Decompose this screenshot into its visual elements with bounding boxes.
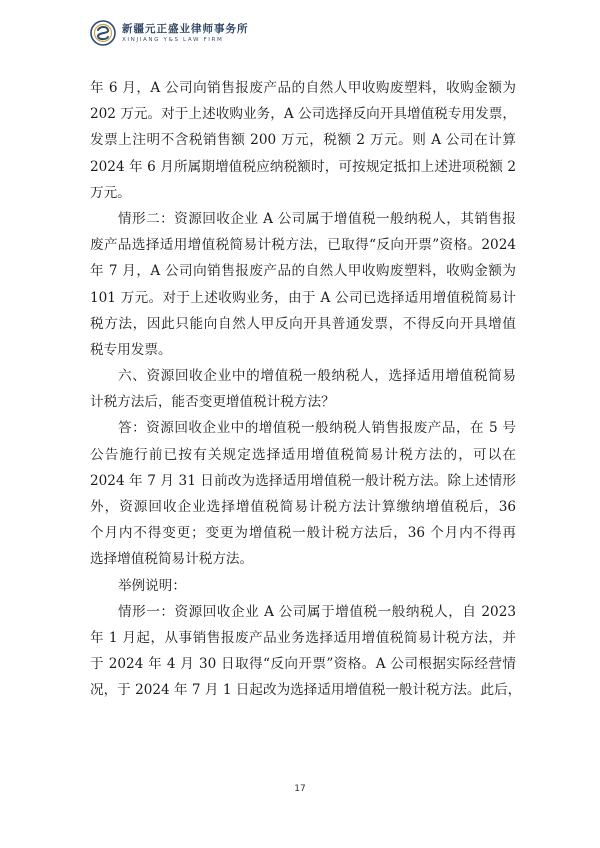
text-line: 个月内不得变更；变更为增值税一般计税方法后，36 个月内不得再 — [90, 525, 516, 542]
text-line: 发票上注明不含税销售额 200 万元，税额 2 万元。则 A 公司在计算 — [90, 132, 516, 149]
text-line: 废产品选择适用增值税简易计税方法，已取得“反向开票”资格。2024 — [90, 237, 516, 254]
text-line: 202 万元。对于上述收购业务，A 公司选择反向开具增值税专用发票， — [90, 106, 516, 123]
paragraph — [90, 206, 516, 363]
text-line: 选择增值税简易计税方法。 — [90, 551, 254, 568]
firm-name-cn: 新疆元正盛业律师事务所 — [122, 22, 249, 35]
text-line: 答：资源回收企业中的增值税一般纳税人销售报废产品，在 5 号 — [118, 420, 516, 437]
paragraph — [90, 415, 516, 572]
text-line: 税专用发票。 — [90, 341, 172, 358]
text-line: 外，资源回收企业选择增值税简易计税方法计算缴纳增值税后，36 — [90, 499, 516, 515]
paragraph — [90, 599, 522, 704]
text-line: 情形一：资源回收企业 A 公司属于增值税一般纳税人，自 2023 — [118, 603, 516, 620]
text-line: 举例说明： — [118, 577, 186, 594]
text-line: 情形二：资源回收企业 A 公司属于增值税一般纳税人，其销售报 — [118, 210, 516, 227]
firm-logo-icon — [90, 20, 116, 46]
text-line: 万元。 — [90, 184, 131, 201]
text-line: 六、资源回收企业中的增值税一般纳税人，选择适用增值税简易 — [118, 368, 516, 385]
text-line: 况，于 2024 年 7 月 1 日起改为选择适用增值税一般计税方法。此后， — [90, 682, 522, 699]
text-line: 年 1 月起，从事销售报废产品业务选择适用增值税简易计税方法，并 — [90, 629, 516, 646]
firm-name-block — [122, 23, 249, 44]
text-line: 于 2024 年 4 月 30 日取得“反向开票”资格。A 公司根据实际经营情 — [90, 656, 516, 673]
page-header — [90, 16, 249, 50]
page-number: 17 — [294, 784, 306, 794]
text-line: 年 6 月，A 公司向销售报废产品的自然人甲收购废塑料，收购金额为 — [90, 80, 516, 96]
document-body — [90, 75, 522, 704]
paragraph — [90, 573, 516, 599]
paragraph — [90, 363, 516, 415]
text-line: 2024 年 7 月 31 日前改为选择适用增值税一般计税方法。除上述情形 — [90, 472, 516, 489]
text-line: 税方法，因此只能向自然人甲反向开具普通发票，不得反向开具增值 — [90, 315, 516, 332]
text-line: 年 7 月，A 公司向销售报废产品的自然人甲收购废塑料，收购金额为 — [90, 263, 516, 280]
text-line: 101 万元。对于上述收购业务，由于 A 公司已选择适用增值税简易计 — [90, 289, 516, 306]
text-line: 公告施行前已按有关规定选择适用增值税简易计税方法的，可以在 — [90, 446, 516, 463]
text-line: 2024 年 6 月所属期增值税应纳税额时，可按规定抵扣上述进项税额 2 — [90, 158, 516, 175]
firm-name-en: XINJIANG Y&S LAW FIRM — [122, 36, 224, 43]
text-line: 计税方法后，能否变更增值税计税方法？ — [90, 394, 335, 411]
paragraph — [90, 75, 516, 206]
